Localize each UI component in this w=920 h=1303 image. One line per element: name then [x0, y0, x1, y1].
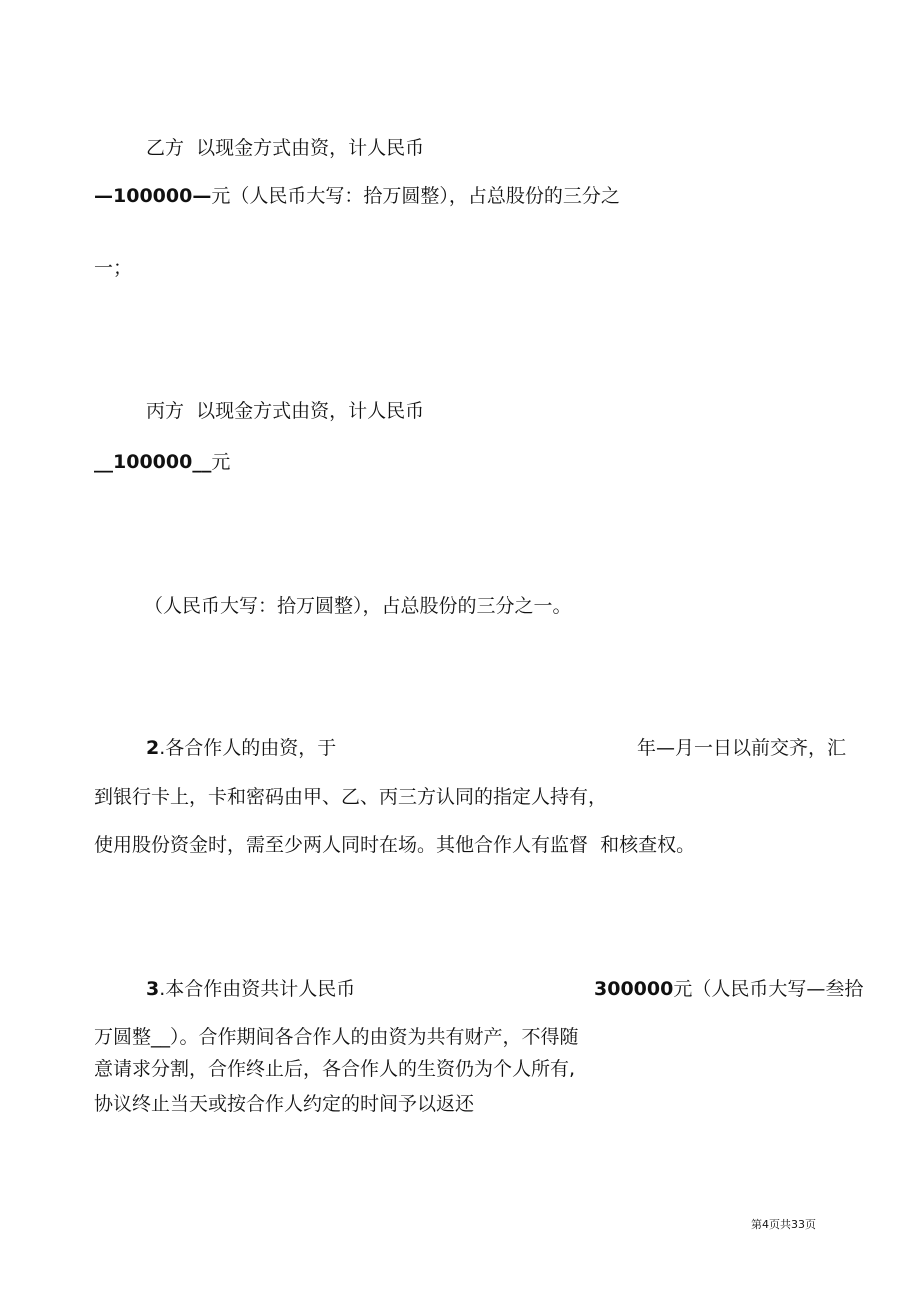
clause-2-number: 2 [146, 737, 160, 759]
clause-3-number: 3 [146, 978, 160, 1000]
party-b-line-1: 乙方 以现金方式由资，计人民币 [146, 137, 425, 159]
clause-2-line-1 [146, 736, 336, 760]
clause-3-line-2: 万圆整__）。合作期间各合作人的由资为共有财产，不得随 [94, 1026, 579, 1048]
clause-2-right-text: 年—月一日以前交齐，汇 [637, 737, 847, 759]
party-c-line-3: （人民币大写：拾万圆整），占总股份的三分之一。 [144, 595, 572, 617]
clause-2-left-text: .各合作人的由资，于 [159, 737, 337, 759]
clause-3-amount-text: 元（人民币大写—叁拾 [673, 978, 864, 1000]
clause-3-line-1 [146, 977, 355, 1001]
page-number: 第4页共33页 [751, 1218, 816, 1231]
party-c-amount: __100000__ [94, 451, 212, 473]
clause-2-line-2: 到银行卡上，卡和密码由甲、乙、丙三方认同的指定人持有， [94, 786, 608, 808]
party-c-line-1: 丙方 以现金方式由资，计人民币 [146, 400, 425, 422]
clause-2-line-3: 使用股份资金时，需至少两人同时在场。其他合作人有监督 和核查权。 [94, 834, 696, 856]
party-c-line-2 [94, 450, 230, 474]
party-b-amount-text: 元（人民币大写：拾万圆整），占总股份的三分之 [211, 185, 620, 207]
party-b-line-3: 一； [94, 257, 133, 279]
clause-3-line-4: 协议终止当天或按合作人约定的时间予以返还 [94, 1093, 475, 1115]
party-c-unit: 元 [211, 451, 231, 473]
clause-3-line-3: 意请求分割，合作终止后，各合作人的生资仍为个人所有, [94, 1058, 576, 1080]
clause-3-right-text [594, 977, 863, 1001]
clause-3-left-text: .本合作由资共计人民币 [159, 978, 356, 1000]
party-b-amount: —100000— [94, 185, 212, 207]
clause-3-amount: 300000 [594, 978, 674, 1000]
party-b-line-2 [94, 184, 620, 208]
